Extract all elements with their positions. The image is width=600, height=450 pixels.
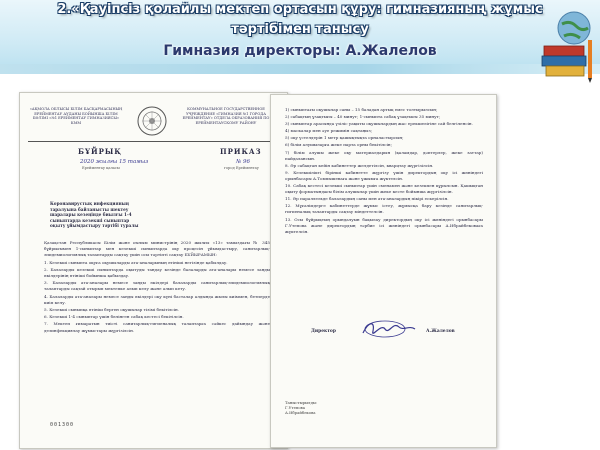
order-paragraph: 8. Әр сабақтан кейін кабинеттер желдетілсін, кварцтау жүргізілсін. (285, 162, 434, 168)
order-paragraph: 2) сабақтың ұзақтығы – 40 минут; 1-сыныпта сабақ ұзақтығы 35 минут; (285, 114, 441, 120)
order-paragraph: 5. Кезекші сыныпқа өтініш берген оқушылар тізімі бекітілсін. (44, 307, 180, 313)
state-emblem-icon (136, 105, 168, 137)
registration-number: 001300 (50, 422, 75, 428)
header-ribbon (0, 64, 600, 74)
order-paragraph: 7) білім алушы жеке оқу материалдарын (қаламдар, дәптерлер, жеке заттар) пайдалансын. (285, 149, 483, 161)
order-paragraph: 13. Осы бұйрықтың орындалуын бақылау директордың оқу ісі жөніндегі орынбасары Г.Утепова және директордың тәрбие ісі жөніндегі орынбасары А.Ибрайбековаға жүктелсін. (285, 216, 483, 234)
order-paragraph: 5) оқу үстелдерін 1 метр қашықтықта орналастырсын; (285, 135, 404, 141)
order-paragraph: 4. Балаларды ата-аналары немесе заңды өкілдері оқу күні басталар алдында жылы киіммен, бетперде киіп келу. (44, 293, 270, 305)
signature-block (311, 323, 481, 343)
acquainted-label: Таныстырылды: (285, 400, 318, 405)
order-paragraph: 10. Сабақ кестесі кезекші сыныптар үшін сменамен және кезекпен құрылсын. Қашықтан оқыту форматындағы білім алушылар үшін жеке кесте бойынша жүргізілсін. (285, 183, 483, 195)
order-type-kz: БҰЙРЫҚ (78, 147, 122, 156)
order-paragraph: 12. Мұғалімдерге кабинеттерде жұмыс істеу, жұмысқа бару кезінде санитарлық-гигиеналық талаптарды сақтау міндеттелсін. (285, 203, 483, 215)
header-divider (28, 141, 278, 142)
order-paragraph: 11. Әр параллельде балалардың саны мен ата-аналардың пікірі ескерілсін. (285, 196, 449, 202)
order-paragraph: 3. Балаларды ата-аналары немесе заңды өкілдері балаларды санитарлық-эпидемиологиялық талаптарды сақтай отырып мектепке алып келу және алып кету. (44, 280, 270, 292)
order-body (44, 240, 270, 335)
order-body-continued (285, 107, 483, 236)
order-paragraph: 1) сыныптағы оқушылар саны – 15 баладан артық емес толтырылсын; (285, 107, 438, 112)
signature-role: Директор (311, 329, 336, 334)
order-paragraph: 6. Кезекші 1-4 сыныптар үшін бөлінген сабақ кестесі бекітілсін. (44, 314, 184, 320)
order-paragraph: 1. Кезекші сыныпта оқуға оқушыларды ата-аналарының өтініші негізінде қабылдау. (44, 259, 228, 265)
slide-subtitle: Гимназия директоры: А.Жалелов (163, 43, 437, 59)
order-date: 2020 жылғы 15 тамыз (80, 159, 149, 165)
order-paragraph: 7. Мектеп ғимаратын тиісті санитарлық-гигиеналық талаптарға сәйкес дайындау және дезинфекциялау жұмыстары жүргізілсін. (44, 321, 270, 333)
signature-name: А.Жалелов (426, 329, 455, 334)
order-paragraph: 3) сыныптар арасында үзіліс уақыты оқушылардың жас ерекшелігіне сай белгіленсін. (285, 121, 473, 127)
order-paragraph: 2. Балаларды кезекші сыныптарда оқытуды таңдау кезінде балаларды ата-аналары немесе заңды өкілдерінің өтініші бойынша қабылдау. (44, 266, 270, 279)
order-paragraph: Қазақстан Республикасы Білім және ғылым министрінің 2020 жылғы «13» тамыздағы № 345 бұйрығымен 1-сыныптар мен кезекші сыныптарда оқу процесін ұйымдастыру, санитарлық-эпидемиологиялық талаптарды сақтау үшін осы тәртіпті сақтау БҰЙЫРАМЫН: (44, 240, 270, 258)
order-paragraph: 9. Кезекшілікті бірінші кабинетте жүргізу үшін директордың оқу ісі жөніндегі орынбасары А.Томпышеваға және ұжымға жүктелсін. (285, 169, 483, 181)
order-type-ru: ПРИКАЗ (220, 147, 262, 156)
order-document-page-1 (19, 92, 288, 449)
acquainted-name: А.Ибрайбекова (285, 410, 316, 415)
place-ru: город Ерейментау (224, 166, 259, 170)
slide-title-line-1: 2.«Қауіпсіз қолайлы мектеп ортасын құру: гимназияның жұмыс (57, 2, 543, 17)
order-document-page-2 (270, 94, 497, 448)
order-paragraph: 6) білім алушыларға жеке парта орны бекітілсін; (285, 142, 393, 148)
order-number: № 96 (236, 159, 250, 165)
acquainted-list (285, 400, 317, 415)
order-paragraph: 4) маскалар мен әуе режимін сақтаңыз; (285, 128, 373, 134)
signature-icon (359, 317, 419, 341)
order-subject: Коронавирустық инфекцияның таралуына байланысты шектеу шаралары кезеңінде биылғы 1-4 сыныптарда кезекші сыныптар оқыту ұйымдастыру тәртібі туралы (50, 201, 139, 229)
acquainted-name: Г.Утепова (285, 405, 306, 410)
place-kz: Ерейментау қаласы (82, 166, 120, 170)
org-header-ru: КОММУНАЛЬНОЕ ГОСУДАРСТВЕННОЕ УЧРЕЖДЕНИЕ «ГИМНАЗИЯ №1 ГОРОДА ЕРЕЙМЕНТАУ» ОТДЕЛА ОБРАЗОВАНИЯ ПО ЕРЕЙМЕНТАУСКОМУ РАЙОНУ (182, 107, 270, 125)
slide-title-line-2: тәртібімен танысу (231, 22, 369, 37)
org-header-kz: «АҚМОЛА ОБЛЫСЫ БІЛІМ БАСҚАРМАСЫНЫҢ ЕРЕЙМЕНТАУ АУДАНЫ БОЙЫНША БІЛІМ БӨЛІМІ «№1 ЕРЕЙМЕНТАУ ГИМНАЗИЯСЫ» КММ (29, 107, 123, 125)
